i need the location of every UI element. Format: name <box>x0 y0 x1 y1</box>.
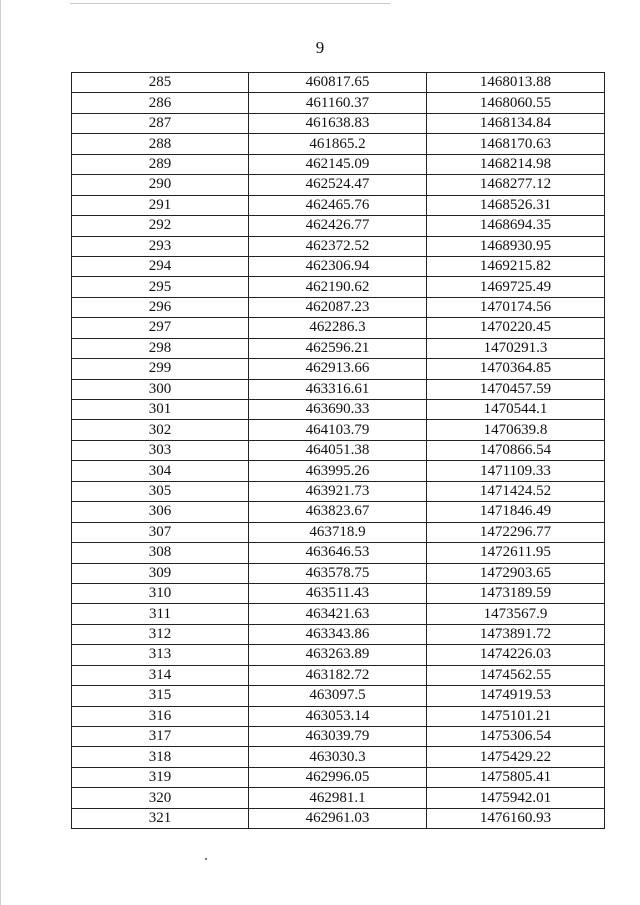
y-coordinate-cell: 1470639.8 <box>427 420 605 440</box>
point-number-cell: 294 <box>72 256 249 276</box>
y-coordinate-cell: 1474226.03 <box>427 645 605 665</box>
point-number-cell: 293 <box>72 236 249 256</box>
coordinates-table-body <box>72 73 605 829</box>
table-row <box>72 338 605 358</box>
table-row <box>72 461 605 481</box>
point-number-cell: 308 <box>72 543 249 563</box>
point-number-cell: 319 <box>72 767 249 787</box>
y-coordinate-cell: 1476160.93 <box>427 808 605 828</box>
table-row <box>72 256 605 276</box>
x-coordinate-cell: 463053.14 <box>249 706 427 726</box>
table-row <box>72 522 605 542</box>
scan-speck <box>205 858 207 860</box>
y-coordinate-cell: 1470866.54 <box>427 440 605 460</box>
coordinates-table <box>71 72 605 829</box>
point-number-cell: 307 <box>72 522 249 542</box>
x-coordinate-cell: 463343.86 <box>249 624 427 644</box>
y-coordinate-cell: 1474562.55 <box>427 665 605 685</box>
x-coordinate-cell: 462087.23 <box>249 297 427 317</box>
point-number-cell: 310 <box>72 583 249 603</box>
table-row <box>72 73 605 93</box>
point-number-cell: 297 <box>72 318 249 338</box>
point-number-cell: 313 <box>72 645 249 665</box>
table-row <box>72 134 605 154</box>
point-number-cell: 312 <box>72 624 249 644</box>
y-coordinate-cell: 1470291.3 <box>427 338 605 358</box>
point-number-cell: 291 <box>72 195 249 215</box>
x-coordinate-cell: 462286.3 <box>249 318 427 338</box>
point-number-cell: 304 <box>72 461 249 481</box>
y-coordinate-cell: 1471424.52 <box>427 481 605 501</box>
x-coordinate-cell: 462145.09 <box>249 154 427 174</box>
x-coordinate-cell: 463182.72 <box>249 665 427 685</box>
x-coordinate-cell: 463421.63 <box>249 604 427 624</box>
x-coordinate-cell: 463030.3 <box>249 747 427 767</box>
point-number-cell: 286 <box>72 93 249 113</box>
table-row <box>72 645 605 665</box>
point-number-cell: 311 <box>72 604 249 624</box>
x-coordinate-cell: 463097.5 <box>249 686 427 706</box>
x-coordinate-cell: 462426.77 <box>249 216 427 236</box>
x-coordinate-cell: 464103.79 <box>249 420 427 440</box>
y-coordinate-cell: 1468930.95 <box>427 236 605 256</box>
table-row <box>72 175 605 195</box>
x-coordinate-cell: 463646.53 <box>249 543 427 563</box>
table-row <box>72 665 605 685</box>
x-coordinate-cell: 463511.43 <box>249 583 427 603</box>
point-number-cell: 309 <box>72 563 249 583</box>
table-row <box>72 318 605 338</box>
point-number-cell: 300 <box>72 379 249 399</box>
y-coordinate-cell: 1471109.33 <box>427 461 605 481</box>
table-row <box>72 236 605 256</box>
y-coordinate-cell: 1468060.55 <box>427 93 605 113</box>
table-row <box>72 747 605 767</box>
table-row <box>72 297 605 317</box>
point-number-cell: 317 <box>72 727 249 747</box>
y-coordinate-cell: 1470544.1 <box>427 400 605 420</box>
y-coordinate-cell: 1468277.12 <box>427 175 605 195</box>
y-coordinate-cell: 1470174.56 <box>427 297 605 317</box>
y-coordinate-cell: 1473189.59 <box>427 583 605 603</box>
y-coordinate-cell: 1472903.65 <box>427 563 605 583</box>
point-number-cell: 295 <box>72 277 249 297</box>
point-number-cell: 299 <box>72 359 249 379</box>
point-number-cell: 306 <box>72 502 249 522</box>
y-coordinate-cell: 1470457.59 <box>427 379 605 399</box>
point-number-cell: 287 <box>72 113 249 133</box>
table-row <box>72 808 605 828</box>
y-coordinate-cell: 1468214.98 <box>427 154 605 174</box>
x-coordinate-cell: 461160.37 <box>249 93 427 113</box>
y-coordinate-cell: 1469725.49 <box>427 277 605 297</box>
y-coordinate-cell: 1470220.45 <box>427 318 605 338</box>
x-coordinate-cell: 463263.89 <box>249 645 427 665</box>
y-coordinate-cell: 1468170.63 <box>427 134 605 154</box>
point-number-cell: 288 <box>72 134 249 154</box>
y-coordinate-cell: 1472611.95 <box>427 543 605 563</box>
x-coordinate-cell: 462465.76 <box>249 195 427 215</box>
x-coordinate-cell: 463578.75 <box>249 563 427 583</box>
y-coordinate-cell: 1475429.22 <box>427 747 605 767</box>
y-coordinate-cell: 1470364.85 <box>427 359 605 379</box>
x-coordinate-cell: 462190.62 <box>249 277 427 297</box>
y-coordinate-cell: 1474919.53 <box>427 686 605 706</box>
point-number-cell: 289 <box>72 154 249 174</box>
point-number-cell: 292 <box>72 216 249 236</box>
y-coordinate-cell: 1468013.88 <box>427 73 605 93</box>
table-row <box>72 400 605 420</box>
table-row <box>72 543 605 563</box>
x-coordinate-cell: 460817.65 <box>249 73 427 93</box>
x-coordinate-cell: 463995.26 <box>249 461 427 481</box>
table-row <box>72 624 605 644</box>
y-coordinate-cell: 1475942.01 <box>427 788 605 808</box>
table-row <box>72 481 605 501</box>
table-row <box>72 440 605 460</box>
table-row <box>72 379 605 399</box>
table-row <box>72 195 605 215</box>
point-number-cell: 296 <box>72 297 249 317</box>
table-row <box>72 604 605 624</box>
table-row <box>72 727 605 747</box>
point-number-cell: 316 <box>72 706 249 726</box>
point-number-cell: 298 <box>72 338 249 358</box>
y-coordinate-cell: 1468134.84 <box>427 113 605 133</box>
y-coordinate-cell: 1468694.35 <box>427 216 605 236</box>
point-number-cell: 301 <box>72 400 249 420</box>
x-coordinate-cell: 463921.73 <box>249 481 427 501</box>
y-coordinate-cell: 1475101.21 <box>427 706 605 726</box>
point-number-cell: 285 <box>72 73 249 93</box>
x-coordinate-cell: 462913.66 <box>249 359 427 379</box>
page-number: 9 <box>315 38 325 57</box>
y-coordinate-cell: 1475805.41 <box>427 767 605 787</box>
table-row <box>72 686 605 706</box>
scan-top-edge <box>70 3 390 4</box>
x-coordinate-cell: 463316.61 <box>249 379 427 399</box>
point-number-cell: 305 <box>72 481 249 501</box>
table-row <box>72 216 605 236</box>
table-row <box>72 420 605 440</box>
x-coordinate-cell: 463039.79 <box>249 727 427 747</box>
point-number-cell: 318 <box>72 747 249 767</box>
x-coordinate-cell: 462981.1 <box>249 788 427 808</box>
point-number-cell: 315 <box>72 686 249 706</box>
point-number-cell: 302 <box>72 420 249 440</box>
point-number-cell: 321 <box>72 808 249 828</box>
table-row <box>72 154 605 174</box>
x-coordinate-cell: 461865.2 <box>249 134 427 154</box>
y-coordinate-cell: 1472296.77 <box>427 522 605 542</box>
point-number-cell: 303 <box>72 440 249 460</box>
table-row <box>72 359 605 379</box>
y-coordinate-cell: 1471846.49 <box>427 502 605 522</box>
x-coordinate-cell: 463823.67 <box>249 502 427 522</box>
table-row <box>72 767 605 787</box>
x-coordinate-cell: 463690.33 <box>249 400 427 420</box>
x-coordinate-cell: 462524.47 <box>249 175 427 195</box>
x-coordinate-cell: 461638.83 <box>249 113 427 133</box>
table-row <box>72 277 605 297</box>
x-coordinate-cell: 464051.38 <box>249 440 427 460</box>
point-number-cell: 314 <box>72 665 249 685</box>
y-coordinate-cell: 1473891.72 <box>427 624 605 644</box>
y-coordinate-cell: 1469215.82 <box>427 256 605 276</box>
table-row <box>72 706 605 726</box>
table-row <box>72 113 605 133</box>
y-coordinate-cell: 1473567.9 <box>427 604 605 624</box>
point-number-cell: 320 <box>72 788 249 808</box>
x-coordinate-cell: 462596.21 <box>249 338 427 358</box>
x-coordinate-cell: 462996.05 <box>249 767 427 787</box>
x-coordinate-cell: 462372.52 <box>249 236 427 256</box>
table-row <box>72 563 605 583</box>
x-coordinate-cell: 463718.9 <box>249 522 427 542</box>
table-row <box>72 93 605 113</box>
table-row <box>72 788 605 808</box>
y-coordinate-cell: 1475306.54 <box>427 727 605 747</box>
y-coordinate-cell: 1468526.31 <box>427 195 605 215</box>
x-coordinate-cell: 462961.03 <box>249 808 427 828</box>
point-number-cell: 290 <box>72 175 249 195</box>
table-row <box>72 502 605 522</box>
scan-left-edge <box>0 0 1 905</box>
table-row <box>72 583 605 603</box>
x-coordinate-cell: 462306.94 <box>249 256 427 276</box>
